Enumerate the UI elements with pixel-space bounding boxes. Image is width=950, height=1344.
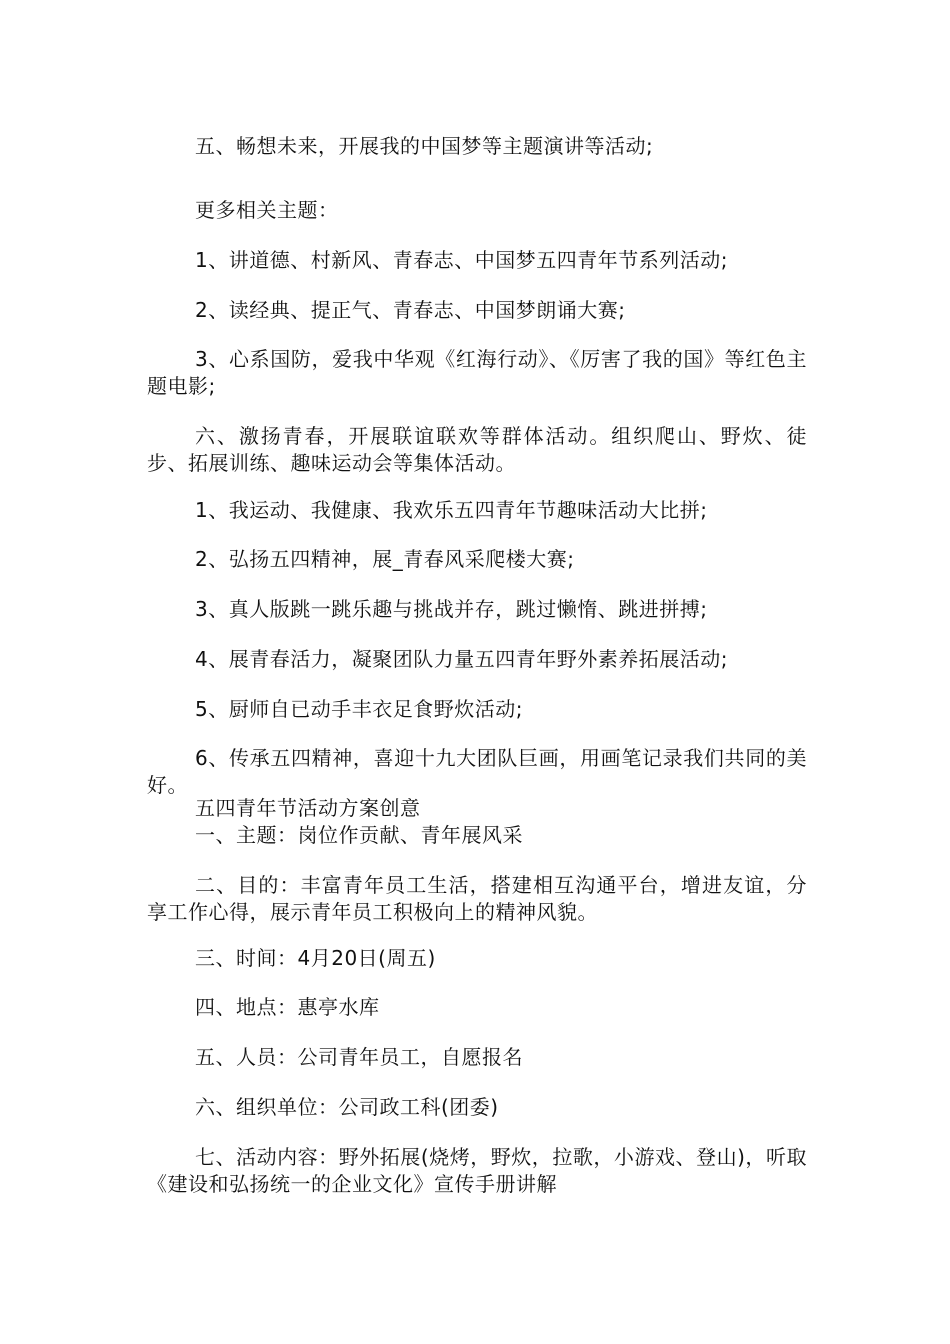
paragraph-topic-2: 2、读经典、提正气、青春志、中国梦朗诵大赛; <box>195 298 626 322</box>
paragraph-youth-activities: 六、激扬青春，开展联谊联欢等群体活动。组织爬山、野炊、徒步、拓展训练、趣味运动会等集体活动。 <box>147 424 807 475</box>
paragraph-activity-2: 2、弘扬五四精神，展_青春风采爬楼大赛; <box>195 547 575 571</box>
paragraph-topic-1: 1、讲道德、村新风、青春志、中国梦五四青年节系列活动; <box>195 248 728 272</box>
paragraph-organizer: 六、组织单位：公司政工科(团委) <box>195 1095 499 1119</box>
paragraph-vision: 五、畅想未来，开展我的中国梦等主题演讲等活动; <box>195 134 654 158</box>
paragraph-purpose: 二、目的：丰富青年员工生活，搭建相互沟通平台，增进友谊，分享工作心得，展示青年员工积极向上的精神风貌。 <box>147 873 807 924</box>
paragraph-activity-1: 1、我运动、我健康、我欢乐五四青年节趣味活动大比拼; <box>195 498 708 522</box>
paragraph-activity-5: 5、厨师自已动手丰衣足食野炊活动; <box>195 697 523 721</box>
section-heading: 五四青年节活动方案创意 <box>195 796 421 820</box>
paragraph-content: 七、活动内容：野外拓展(烧烤，野炊，拉歌，小游戏、登山)，听取《建设和弘扬统一的企业文化》宣传手册讲解 <box>147 1145 807 1196</box>
paragraph-activity-3: 3、真人版跳一跳乐趣与挑战并存，跳过懒惰、跳进拼搏; <box>195 597 708 621</box>
paragraph-activity-4: 4、展青春活力，凝聚团队力量五四青年野外素养拓展活动; <box>195 647 728 671</box>
paragraph-activity-6: 6、传承五四精神，喜迎十九大团队巨画，用画笔记录我们共同的美好。 <box>147 746 807 797</box>
paragraph-participants: 五、人员：公司青年员工，自愿报名 <box>195 1045 523 1069</box>
paragraph-location: 四、地点：惠亭水库 <box>195 995 380 1019</box>
paragraph-more-topics: 更多相关主题： <box>195 198 339 222</box>
paragraph-time: 三、时间：4月20日(周五) <box>195 946 436 970</box>
paragraph-theme: 一、主题：岗位作贡献、青年展风采 <box>195 823 523 847</box>
paragraph-topic-3: 3、心系国防，爱我中华观《红海行动》、《厉害了我的国》等红色主题电影; <box>147 347 807 398</box>
